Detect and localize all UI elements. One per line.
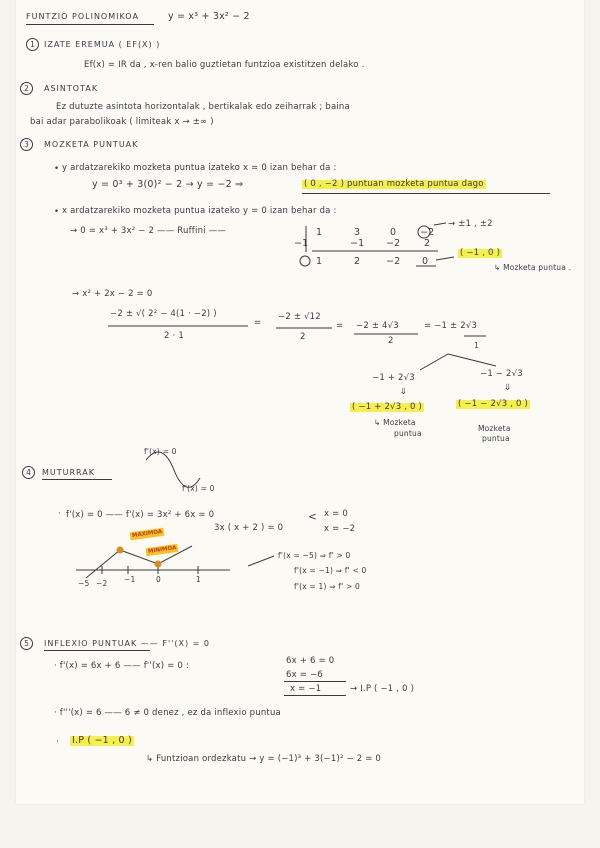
root-note: ↳ Mozketa puntua . (494, 263, 572, 272)
section-number: 4 (22, 466, 35, 479)
step1-denominator: 2 (300, 332, 306, 342)
ruffini-divisor: −1 (294, 238, 309, 249)
root-highlight: ( −1 + 2√3 , 0 ) (352, 402, 423, 412)
x-axis-equation: → 0 = x³ + 3x² − 2 —— Ruffini —— (70, 226, 227, 236)
section-title-extrema: MUTURRAK (42, 468, 96, 477)
derivative-sketch (146, 452, 200, 487)
step2-denominator: 2 (388, 336, 394, 346)
asymptotes-line-1: Ez dutuzte asintota horizontalak , bertikalak edo zeiharrak ; baina (56, 102, 350, 112)
x-axis-intro: x ardatzarekiko mozketa puntua izateko y = 0 izan behar da : (62, 206, 337, 216)
second-derivative: · f'(x) = 6x + 6 —— f''(x) = 0 : (54, 661, 189, 671)
sketch-label-top: f'(x) = 0 (144, 447, 177, 456)
y-axis-intro: y ardatzarekiko mozketa puntua izateko x = 0 izan behar da : (62, 163, 337, 173)
axis-tick: 0 (156, 575, 161, 584)
section-number: 1 (26, 38, 39, 51)
branch-line (448, 354, 496, 366)
equals-sign: = (254, 318, 262, 328)
section-title-asymptotes: ASINTOTAK (44, 84, 99, 93)
step2-numerator: −2 ± 4√3 (356, 321, 399, 331)
root-highlight: ( −1 − 2√3 , 0 ) (458, 399, 529, 409)
root-arrow (436, 257, 454, 260)
ruffini-cell: 0 (390, 227, 397, 238)
section-number: 5 (20, 637, 33, 650)
ruffini-cell: 2 (354, 256, 361, 267)
bullet: · (58, 509, 61, 519)
root-note: puntua (482, 434, 510, 443)
ruffini-cell: −2 (386, 238, 401, 249)
ruffini-cell: 1 (316, 256, 323, 267)
bullet: · (56, 737, 59, 747)
solution-1: x = 0 (324, 509, 348, 519)
notebook-page (16, 0, 584, 804)
substitution-check: ↳ Funtzioan ordezkatu → y = (−1)³ + 3(−1)² − 2 = 0 (146, 754, 382, 764)
minimum-label: MINIMOA (146, 544, 179, 556)
sign-test: f'(x = −5) ⇒ f' > 0 (278, 551, 351, 560)
axis-tick: −2 (96, 579, 108, 588)
ruffini-cell: −1 (350, 238, 365, 249)
ruffini-cell: 3 (354, 227, 361, 238)
ruffini-cell: −2 (386, 256, 401, 267)
ruffini-remainder: 0 (422, 256, 429, 267)
inflection-point-highlight: I.P ( −1 , 0 ) (72, 735, 132, 746)
y-axis-calc: y = 0³ + 3(0)² − 2 → y = −2 ⇒ (92, 179, 244, 190)
domain-text: Ef(x) = IR da , x-ren balio guztietan funtzioa existitzen delako . (84, 60, 365, 70)
bullet: • (54, 207, 60, 217)
factorization: 3x ( x + 2 ) = 0 (214, 523, 284, 533)
divisors-note: → ±1 , ±2 (448, 219, 493, 229)
step1-numerator: −2 ± √12 (278, 312, 321, 322)
remainder-circle (418, 226, 430, 238)
equals-sign: = (336, 321, 344, 331)
down-arrow: ⇓ (400, 387, 408, 397)
brace: < (308, 511, 317, 523)
section-number: 3 (20, 138, 33, 151)
section-title-inflection: INFLEXIO PUNTUAK —— F''(X) = 0 (44, 639, 210, 648)
root-note: puntua (394, 429, 422, 438)
solve-step: x = −1 (290, 684, 322, 694)
divisor-arrow (434, 223, 446, 225)
axis-tick: −1 (124, 575, 136, 584)
asymptotes-line-2: bai adar parabolikoak ( limiteak x → ±∞ ) (30, 117, 214, 127)
page-title: FUNTZIO POLINOMIKOA (26, 12, 139, 21)
maximum-label: MAXIMOA (130, 528, 165, 541)
solution-2: x = −2 (324, 524, 356, 534)
axis-tick: −5 (78, 579, 90, 588)
quadratic-formula-denominator: 2 · 1 (164, 331, 184, 341)
branch-right: −1 − 2√3 (480, 369, 523, 379)
solve-step: 6x + 6 = 0 (286, 656, 335, 666)
sign-test: f'(x = 1) ⇒ f' > 0 (294, 582, 360, 591)
first-derivative: f'(x) = 0 —— f'(x) = 3x² + 6x = 0 (66, 510, 215, 520)
root-highlight: ( −1 , 0 ) (460, 248, 501, 258)
ruffini-cell: 2 (424, 238, 431, 249)
quadratic-formula-numerator: −2 ± √( 2² − 4(1 · −2) ) (110, 309, 217, 319)
sign-test-arrow (248, 556, 274, 566)
sketch-label-bottom: f'(x) = 0 (182, 484, 215, 493)
bullet: • (54, 164, 60, 174)
ruffini-circled-one (300, 256, 310, 266)
quadratic-equation: → x² + 2x − 2 = 0 (72, 289, 153, 299)
branch-line (420, 354, 448, 370)
branch-left: −1 + 2√3 (372, 373, 415, 383)
solve-step: 6x = −6 (286, 670, 323, 680)
third-derivative: · f'''(x) = 6 —— 6 ≠ 0 denez , ez da inflexio puntua (54, 708, 281, 718)
maximum-point (117, 547, 124, 554)
section-title-domain: IZATE EREMUA ( EF(X) ) (44, 40, 161, 49)
down-arrow: ⇓ (504, 383, 512, 393)
minimum-point (155, 561, 162, 568)
ruffini-cell: −2 (420, 227, 435, 238)
sign-test: f'(x = −1) ⇒ f' < 0 (294, 566, 367, 575)
ruffini-cell: 1 (316, 227, 323, 238)
step3-result: = −1 ± 2√3 (424, 321, 478, 331)
function-expression: y = x³ + 3x² − 2 (168, 11, 250, 22)
hand-drawn-marks (16, 0, 584, 804)
section-title-cut-points: MOZKETA PUNTUAK (44, 140, 139, 149)
inflection-result: → I.P ( −1 , 0 ) (350, 684, 415, 694)
section-number: 2 (20, 82, 33, 95)
y-axis-result: ( 0 , −2 ) puntuan mozketa puntua dago (304, 179, 484, 189)
root-note: Mozketa (478, 424, 511, 433)
axis-tick: 1 (196, 575, 201, 584)
step3-denominator: 1 (474, 341, 479, 350)
root-note: ↳ Mozketa (374, 418, 416, 427)
